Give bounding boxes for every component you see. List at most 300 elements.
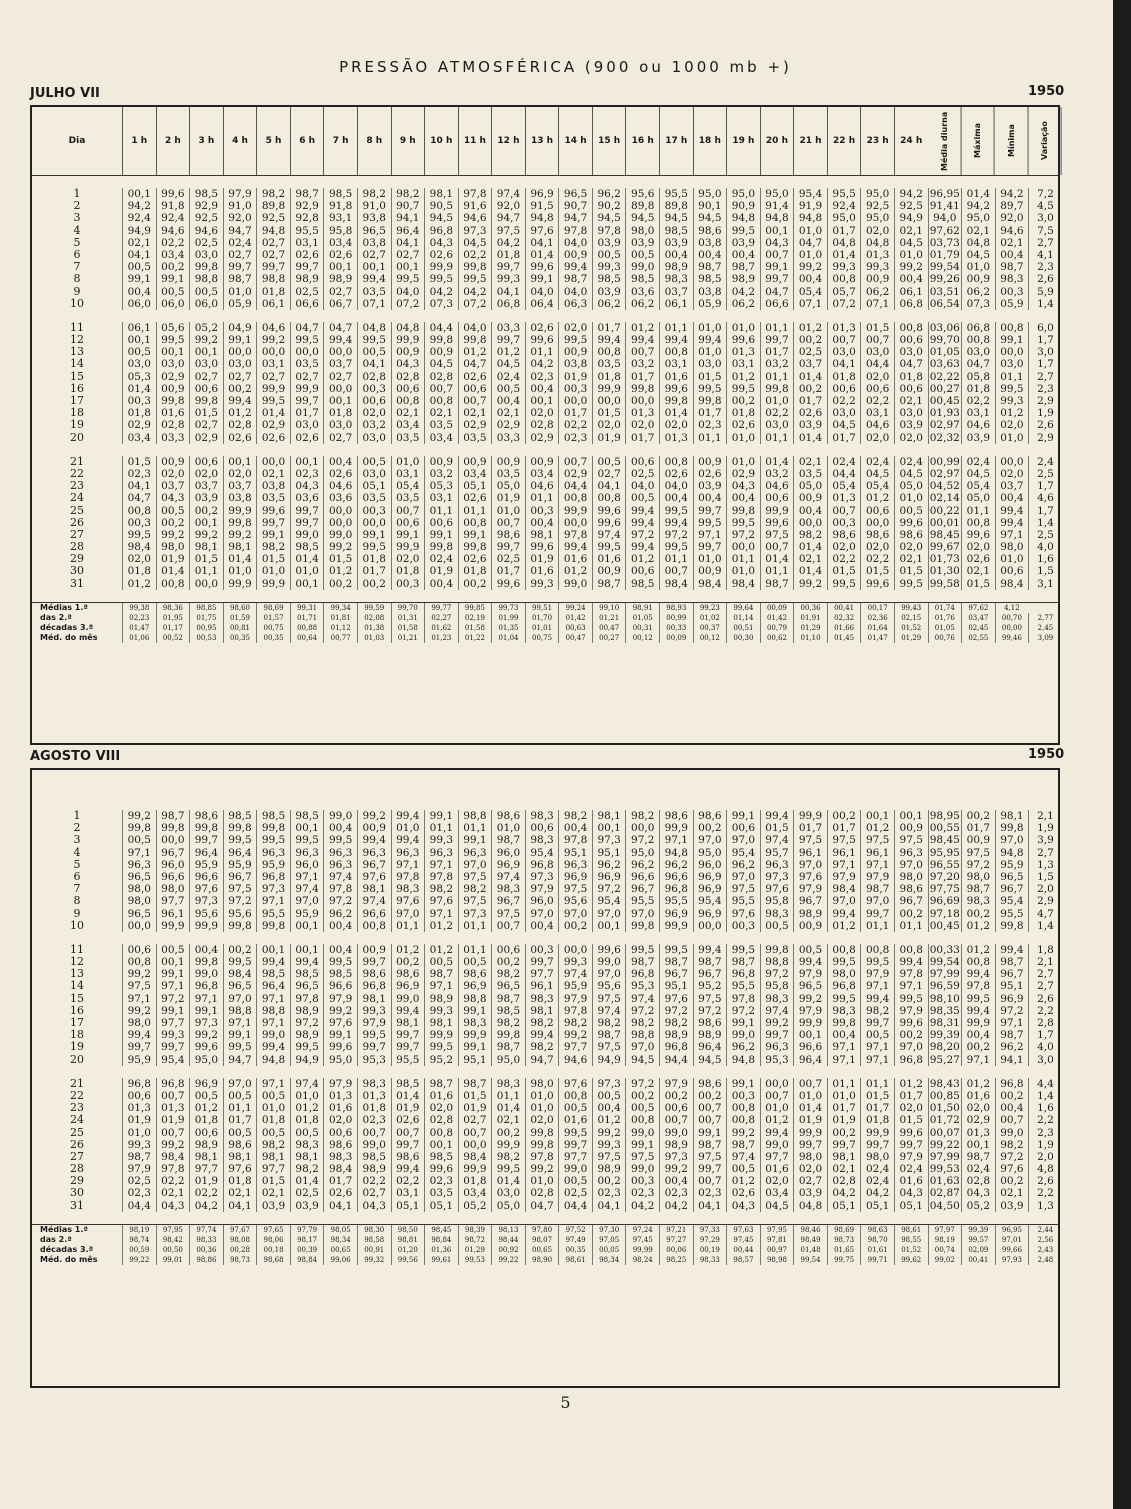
value-cell: 01,2 xyxy=(961,920,995,932)
value-cell: 91,0 xyxy=(223,200,257,212)
value-cell: 99,4 xyxy=(256,956,290,968)
value-cell: 99,5 xyxy=(156,334,190,346)
value-cell: 98,3 xyxy=(525,810,559,822)
value-cell: 92,5 xyxy=(189,212,223,224)
value-cell: 97,1 xyxy=(189,993,223,1005)
value-cell: 98,7 xyxy=(424,1078,458,1090)
value-cell: 95,6 xyxy=(223,908,257,920)
table-row xyxy=(32,188,1058,200)
value-cell: 06,0 xyxy=(156,298,190,310)
value-cell: 01,8 xyxy=(256,1114,290,1126)
average-cell: 01,02 xyxy=(693,613,727,623)
value-cell: 99,5 xyxy=(223,1041,257,1053)
value-cell: 96,8 xyxy=(726,968,760,980)
value-cell: 01,1 xyxy=(223,1102,257,1114)
value-cell: 03,7 xyxy=(189,480,223,492)
value-cell: 04,1 xyxy=(391,237,425,249)
value-cell: 00,0 xyxy=(357,517,391,529)
value-cell: 00,6 xyxy=(625,565,659,577)
day-cell: 27 xyxy=(70,528,84,541)
value-cell: 00,9 xyxy=(156,383,190,395)
value-cell: 95,9 xyxy=(223,859,257,871)
value-cell: 96,2 xyxy=(726,859,760,871)
value-cell: 01,6 xyxy=(558,1114,592,1126)
value-cell: 04,5 xyxy=(961,249,995,261)
day-cell: 15 xyxy=(70,992,84,1005)
value-cell: 98,7 xyxy=(995,956,1029,968)
value-cell: 02,8 xyxy=(525,1187,559,1199)
value-cell: 01,1 xyxy=(760,371,794,383)
value-cell: 96,9 xyxy=(189,1078,223,1090)
value-cell: 05,9 xyxy=(693,298,727,310)
value-cell: 97,9 xyxy=(525,883,559,895)
value-cell: 99,9 xyxy=(256,383,290,395)
day-cell: 28 xyxy=(70,1163,84,1176)
value-cell: 00,6 xyxy=(458,383,492,395)
value-cell: 01,50 xyxy=(928,1102,962,1114)
value-cell: 02,1 xyxy=(122,237,156,249)
value-cell: 4,5 xyxy=(1028,200,1062,212)
value-cell: 99,2 xyxy=(357,810,391,822)
value-cell: 01,1 xyxy=(458,822,492,834)
value-cell: 99,7 xyxy=(760,1029,794,1041)
average-label: décadas 3.ª xyxy=(40,1244,94,1254)
value-cell: 98,4 xyxy=(223,968,257,980)
value-cell: 01,0 xyxy=(827,1090,861,1102)
value-cell: 00,0 xyxy=(156,834,190,846)
value-cell: 99,8 xyxy=(760,944,794,956)
value-cell: 03,7 xyxy=(659,286,693,298)
value-cell: 6,0 xyxy=(1028,322,1062,334)
value-cell: 98,7 xyxy=(156,810,190,822)
value-cell: 96,9 xyxy=(491,859,525,871)
value-cell: 02,0 xyxy=(793,1163,827,1175)
value-cell: 98,6 xyxy=(491,529,525,541)
value-cell: 03,5 xyxy=(357,492,391,504)
value-cell: 02,7 xyxy=(323,371,357,383)
value-cell: 95,0 xyxy=(693,847,727,859)
average-cell: 00,12 xyxy=(625,633,659,643)
value-cell: 99,1 xyxy=(189,1005,223,1017)
value-cell: 00,3 xyxy=(625,1175,659,1187)
value-cell: 96,9 xyxy=(458,980,492,992)
value-cell: 99,8 xyxy=(625,920,659,932)
value-cell: 02,6 xyxy=(391,1114,425,1126)
value-cell: 01,1 xyxy=(693,432,727,444)
value-cell: 01,2 xyxy=(625,322,659,334)
column-header: 12 h xyxy=(491,107,525,175)
value-cell: 00,1 xyxy=(391,261,425,273)
value-cell: 97,5 xyxy=(693,1151,727,1163)
value-cell: 4,1 xyxy=(1028,249,1062,261)
value-cell: 98,6 xyxy=(458,968,492,980)
value-cell: 98,7 xyxy=(693,1139,727,1151)
value-cell: 00,0 xyxy=(558,517,592,529)
value-cell: 96,7 xyxy=(995,968,1029,980)
value-cell: 97,1 xyxy=(995,529,1029,541)
value-cell: 02,6 xyxy=(693,468,727,480)
value-cell: 02,8 xyxy=(424,371,458,383)
day-cell: 15 xyxy=(70,370,84,383)
value-cell: 99,1 xyxy=(726,1017,760,1029)
value-cell: 97,1 xyxy=(223,1017,257,1029)
value-cell: 99,5 xyxy=(659,541,693,553)
value-cell: 03,1 xyxy=(860,407,894,419)
value-cell: 98,4 xyxy=(458,1151,492,1163)
value-cell: 00,6 xyxy=(995,565,1029,577)
value-cell: 07,3 xyxy=(424,298,458,310)
value-cell: 99,54 xyxy=(928,956,962,968)
value-cell: 03,0 xyxy=(357,432,391,444)
value-cell: 99,9 xyxy=(659,920,693,932)
value-cell: 95,5 xyxy=(726,980,760,992)
day-cell: 19 xyxy=(70,1041,84,1054)
value-cell: 99,6 xyxy=(424,1163,458,1175)
value-cell: 98,5 xyxy=(625,273,659,285)
value-cell: 94,5 xyxy=(592,212,626,224)
value-cell: 00,0 xyxy=(323,346,357,358)
value-cell: 99,1 xyxy=(995,334,1029,346)
value-cell: 97,2 xyxy=(592,883,626,895)
value-cell: 91,5 xyxy=(525,200,559,212)
value-cell: 99,6 xyxy=(894,517,928,529)
value-cell: 04,6 xyxy=(961,419,995,431)
average-cell: 97,01 xyxy=(995,1235,1029,1245)
average-cell: 97,05 xyxy=(592,1235,626,1245)
value-cell: 95,6 xyxy=(558,895,592,907)
value-cell: 02,2 xyxy=(156,1175,190,1187)
value-cell: 03,0 xyxy=(693,358,727,370)
average-cell: 00,44 xyxy=(726,1245,760,1255)
day-cell: 13 xyxy=(70,968,84,981)
value-cell: 99,4 xyxy=(995,517,1029,529)
value-cell: 98,9 xyxy=(592,1163,626,1175)
value-cell: 96,4 xyxy=(223,847,257,859)
value-cell: 99,2 xyxy=(122,1005,156,1017)
value-cell: 99,2 xyxy=(793,578,827,590)
value-cell: 02,2 xyxy=(357,1175,391,1187)
average-cell: 00,19 xyxy=(693,1245,727,1255)
value-cell: 99,7 xyxy=(223,261,257,273)
value-cell: 98,5 xyxy=(223,810,257,822)
value-cell: 98,1 xyxy=(391,1017,425,1029)
value-cell: 02,1 xyxy=(793,456,827,468)
value-cell: 04,0 xyxy=(525,286,559,298)
value-cell: 99,0 xyxy=(558,578,592,590)
value-cell: 97,5 xyxy=(693,993,727,1005)
value-cell: 06,2 xyxy=(625,298,659,310)
table-row xyxy=(32,1139,1058,1151)
value-cell: 97,5 xyxy=(592,1151,626,1163)
value-cell: 01,1 xyxy=(894,920,928,932)
value-cell: 95,5 xyxy=(827,188,861,200)
value-cell: 94,1 xyxy=(391,212,425,224)
average-cell: 97,95 xyxy=(156,1225,190,1235)
value-cell: 99,1 xyxy=(156,1005,190,1017)
table-july xyxy=(30,105,1060,745)
value-cell: 92,5 xyxy=(894,200,928,212)
table-row xyxy=(32,395,1058,407)
value-cell: 97,8 xyxy=(424,871,458,883)
column-header: Dia xyxy=(68,136,86,146)
value-cell: 98,8 xyxy=(256,273,290,285)
table-august xyxy=(30,768,1060,1388)
value-cell: 98,0 xyxy=(827,968,861,980)
value-cell: 05,1 xyxy=(827,1200,861,1212)
value-cell: 99,3 xyxy=(558,956,592,968)
value-cell: 01,0 xyxy=(290,565,324,577)
average-cell: 00,47 xyxy=(592,623,626,633)
value-cell: 00,3 xyxy=(525,944,559,956)
value-cell: 03,7 xyxy=(323,358,357,370)
average-cell: 01,47 xyxy=(860,633,894,643)
value-cell: 99,4 xyxy=(995,944,1029,956)
value-cell: 98,7 xyxy=(693,956,727,968)
value-cell: 01,73 xyxy=(928,553,962,565)
value-cell: 99,8 xyxy=(726,505,760,517)
value-cell: 00,1 xyxy=(290,920,324,932)
value-cell: 2,8 xyxy=(1028,1017,1062,1029)
value-cell: 00,0 xyxy=(122,920,156,932)
value-cell: 01,5 xyxy=(860,322,894,334)
value-cell: 02,5 xyxy=(290,1187,324,1199)
value-cell: 99,0 xyxy=(323,529,357,541)
value-cell: 02,1 xyxy=(961,225,995,237)
average-cell: 98,73 xyxy=(827,1235,861,1245)
value-cell: 99,58 xyxy=(928,578,962,590)
average-cell: 99,10 xyxy=(592,603,626,613)
average-cell: 01,29 xyxy=(793,623,827,633)
value-cell: 94,5 xyxy=(625,212,659,224)
value-cell: 01,5 xyxy=(189,553,223,565)
value-cell: 96,4 xyxy=(793,1054,827,1066)
value-cell: 99,2 xyxy=(122,968,156,980)
value-cell: 99,5 xyxy=(693,517,727,529)
value-cell: 03,3 xyxy=(156,432,190,444)
value-cell: 98,2 xyxy=(558,1017,592,1029)
value-cell: 99,9 xyxy=(391,541,425,553)
value-cell: 00,1 xyxy=(424,1139,458,1151)
day-cell: 31 xyxy=(70,1199,84,1212)
value-cell: 99,5 xyxy=(592,541,626,553)
value-cell: 01,1 xyxy=(458,920,492,932)
value-cell: 97,6 xyxy=(558,1078,592,1090)
value-cell: 01,6 xyxy=(592,553,626,565)
value-cell: 00,2 xyxy=(793,334,827,346)
value-cell: 95,95 xyxy=(928,847,962,859)
average-cell: 98,72 xyxy=(458,1235,492,1245)
value-cell: 02,3 xyxy=(693,1187,727,1199)
average-label: Médias 1.ª xyxy=(40,602,88,612)
value-cell: 00,5 xyxy=(122,834,156,846)
average-cell: 98,98 xyxy=(760,1255,794,1265)
value-cell: 00,8 xyxy=(961,517,995,529)
value-cell: 00,8 xyxy=(827,273,861,285)
day-cell: 26 xyxy=(70,1138,84,1151)
value-cell: 02,1 xyxy=(156,1187,190,1199)
value-cell: 06,2 xyxy=(860,286,894,298)
average-cell: 97,49 xyxy=(558,1235,592,1245)
value-cell: 4,7 xyxy=(1028,908,1062,920)
table-row xyxy=(32,553,1058,565)
value-cell: 01,6 xyxy=(659,371,693,383)
average-cell: 00,05 xyxy=(592,1245,626,1255)
average-cell: 97,97 xyxy=(928,1225,962,1235)
value-cell: 96,9 xyxy=(659,908,693,920)
value-cell: 01,2 xyxy=(122,578,156,590)
value-cell: 99,0 xyxy=(625,1163,659,1175)
table-row xyxy=(32,578,1058,590)
value-cell: 02,97 xyxy=(928,419,962,431)
value-cell: 99,6 xyxy=(961,529,995,541)
value-cell: 00,55 xyxy=(928,822,962,834)
value-cell: 99,8 xyxy=(256,920,290,932)
value-cell: 99,9 xyxy=(491,1139,525,1151)
day-cell: 11 xyxy=(70,321,84,334)
value-cell: 98,6 xyxy=(693,1078,727,1090)
value-cell: 00,85 xyxy=(928,1090,962,1102)
value-cell: 98,2 xyxy=(256,188,290,200)
value-cell: 98,7 xyxy=(760,578,794,590)
value-cell: 00,9 xyxy=(424,346,458,358)
day-cell: 1 xyxy=(73,810,81,822)
value-cell: 00,9 xyxy=(558,249,592,261)
value-cell: 01,4 xyxy=(760,553,794,565)
value-cell: 00,01 xyxy=(928,517,962,529)
value-cell: 95,1 xyxy=(659,980,693,992)
value-cell: 98,0 xyxy=(625,225,659,237)
value-cell: 98,3 xyxy=(357,1078,391,1090)
value-cell: 99,7 xyxy=(122,1041,156,1053)
value-cell: 97,62 xyxy=(928,225,962,237)
value-cell: 02,6 xyxy=(290,249,324,261)
value-cell: 01,05 xyxy=(928,346,962,358)
average-cell: 01,10 xyxy=(793,633,827,643)
value-cell: 98,9 xyxy=(424,993,458,1005)
value-cell: 02,8 xyxy=(525,419,559,431)
value-cell: 01,1 xyxy=(726,553,760,565)
average-cell: 99,71 xyxy=(860,1255,894,1265)
value-cell: 98,1 xyxy=(189,1151,223,1163)
value-cell: 99,8 xyxy=(491,1029,525,1041)
average-cell: 00,59 xyxy=(122,1245,156,1255)
value-cell: 97,7 xyxy=(156,895,190,907)
value-cell: 97,6 xyxy=(793,871,827,883)
value-cell: 97,6 xyxy=(424,895,458,907)
average-cell: 00,12 xyxy=(693,633,727,643)
value-cell: 99,4 xyxy=(827,908,861,920)
value-cell: 01,8 xyxy=(189,1114,223,1126)
value-cell: 02,0 xyxy=(424,1102,458,1114)
table-row xyxy=(32,565,1058,577)
value-cell: 01,8 xyxy=(223,1175,257,1187)
value-cell: 03,5 xyxy=(357,286,391,298)
value-cell: 97,9 xyxy=(894,1005,928,1017)
value-cell: 01,0 xyxy=(525,1090,559,1102)
average-label: Méd. do mês xyxy=(40,1254,98,1264)
value-cell: 98,5 xyxy=(189,188,223,200)
value-cell: 00,4 xyxy=(323,920,357,932)
value-cell: 04,8 xyxy=(357,322,391,334)
value-cell: 99,1 xyxy=(458,834,492,846)
value-cell: 95,9 xyxy=(995,859,1029,871)
value-cell: 96,9 xyxy=(592,871,626,883)
value-cell: 98,5 xyxy=(659,225,693,237)
value-cell: 00,7 xyxy=(659,565,693,577)
value-cell: 98,1 xyxy=(223,541,257,553)
value-cell: 98,6 xyxy=(894,883,928,895)
value-cell: 99,3 xyxy=(525,578,559,590)
column-header: Média diurna xyxy=(928,107,962,175)
value-cell: 01,4 xyxy=(760,456,794,468)
value-cell: 98,1 xyxy=(424,1017,458,1029)
value-cell: 99,1 xyxy=(357,529,391,541)
value-cell: 98,2 xyxy=(458,883,492,895)
value-cell: 02,5 xyxy=(122,1175,156,1187)
value-cell: 99,7 xyxy=(793,1139,827,1151)
value-cell: 97,6 xyxy=(726,908,760,920)
value-cell: 1,7 xyxy=(1028,480,1062,492)
value-cell: 99,7 xyxy=(290,261,324,273)
value-cell: 99,8 xyxy=(458,261,492,273)
value-cell: 00,0 xyxy=(558,395,592,407)
value-cell: 00,7 xyxy=(625,346,659,358)
value-cell: 92,8 xyxy=(290,212,324,224)
value-cell: 98,6 xyxy=(491,810,525,822)
average-cell: 01,66 xyxy=(827,623,861,633)
average-cell: 00,79 xyxy=(760,623,794,633)
value-cell: 01,0 xyxy=(693,346,727,358)
value-cell: 97,3 xyxy=(458,225,492,237)
value-cell: 06,7 xyxy=(323,298,357,310)
value-cell: 99,5 xyxy=(357,334,391,346)
value-cell: 97,3 xyxy=(525,871,559,883)
value-cell: 00,27 xyxy=(928,383,962,395)
value-cell: 95,4 xyxy=(726,847,760,859)
value-cell: 94,5 xyxy=(424,212,458,224)
value-cell: 99,67 xyxy=(928,541,962,553)
average-cell: 01,05 xyxy=(625,613,659,623)
value-cell: 02,1 xyxy=(894,553,928,565)
value-cell: 97,2 xyxy=(995,1005,1029,1017)
value-cell: 96,5 xyxy=(793,980,827,992)
value-cell: 99,0 xyxy=(256,1029,290,1041)
value-cell: 98,1 xyxy=(424,188,458,200)
average-cell: 99,22 xyxy=(491,1255,525,1265)
value-cell: 03,0 xyxy=(760,419,794,431)
value-cell: 00,4 xyxy=(525,383,559,395)
value-cell: 2,0 xyxy=(1028,883,1062,895)
value-cell: 01,4 xyxy=(827,249,861,261)
average-cell: 99,57 xyxy=(961,1235,995,1245)
value-cell: 99,6 xyxy=(592,517,626,529)
value-cell: 97,0 xyxy=(726,834,760,846)
average-cell: 02,32 xyxy=(827,613,861,623)
value-cell: 99,7 xyxy=(156,1041,190,1053)
value-cell: 01,4 xyxy=(793,371,827,383)
value-cell: 97,1 xyxy=(256,1078,290,1090)
value-cell: 94,6 xyxy=(995,225,1029,237)
value-cell: 94,7 xyxy=(558,212,592,224)
value-cell: 00,8 xyxy=(961,334,995,346)
value-cell: 03,73 xyxy=(928,237,962,249)
value-cell: 96,8 xyxy=(357,980,391,992)
value-cell: 97,2 xyxy=(995,1151,1029,1163)
average-cell: 01,99 xyxy=(491,613,525,623)
value-cell: 01,2 xyxy=(592,1114,626,1126)
value-cell: 97,2 xyxy=(659,529,693,541)
table-row xyxy=(32,1017,1058,1029)
